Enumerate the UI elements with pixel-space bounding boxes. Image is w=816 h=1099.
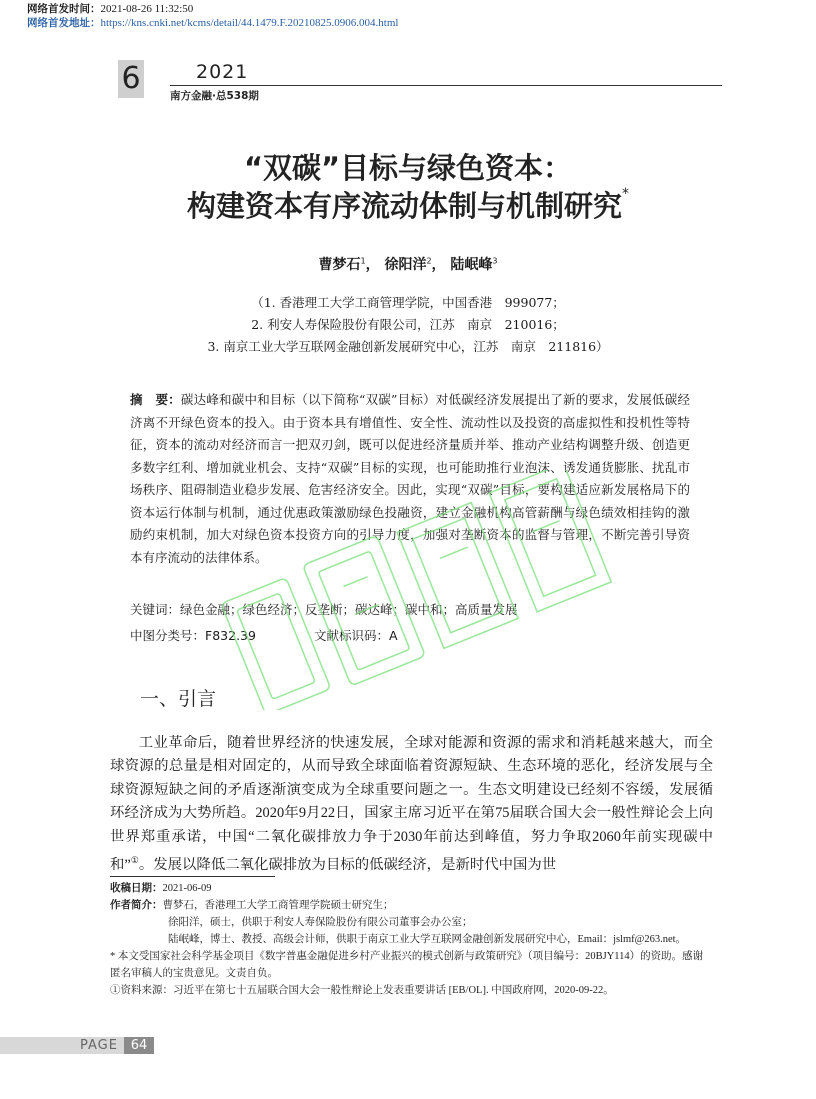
publish-url-label: 网络首发地址： — [27, 17, 101, 29]
affiliation-line: 2. 利安人寿保险股份有限公司，江苏 南京 210016； — [251, 317, 565, 332]
abstract — [130, 389, 690, 569]
page-number: 64 — [124, 1037, 154, 1054]
issue-number: 6 — [118, 60, 144, 98]
author-name: 曹梦石 — [318, 257, 361, 273]
doc-code-value: A — [388, 628, 398, 643]
header-rule — [170, 85, 722, 86]
keywords-label: 关键词： — [130, 602, 181, 617]
issue-year: 2021 — [196, 61, 249, 83]
received-date: 收稿日期：2021-06-09 — [110, 882, 212, 894]
publish-time-label: 网络首发时间： — [27, 3, 101, 15]
keywords-text: 绿色金融；绿色经济；反垄断；碳达峰；碳中和；高质量发展 — [180, 602, 518, 617]
clc-label: 中图分类号： — [130, 628, 206, 643]
keywords — [130, 600, 710, 618]
author-bio: 徐阳洋，硕士，供职于利安人寿保险股份有限公司董事会办公室； — [168, 917, 473, 928]
title-funding-mark: * — [622, 186, 629, 202]
affiliation-line: （1. 香港理工大学工商管理学院，中国香港 999077； — [251, 295, 565, 310]
footnotes — [110, 880, 713, 999]
section-heading: 一、引言 — [140, 688, 217, 710]
body-text — [110, 732, 713, 877]
author-name: 徐阳洋 — [384, 257, 427, 273]
funding-note: * 本文受国家社会科学基金项目《数字普惠金融促进乡村产业振兴的模式创新与政策研究》（项目编号：20BJY114）的资助。感谢匿名审稿人的宝贵意见。文责自负。 — [110, 951, 704, 979]
issue-header — [118, 60, 722, 104]
author-bio: 陆岷峰，博士、教授、高级会计师，供职于南京工业大学互联网金融创新发展研究中心，Email：jslmf@263.net。 — [168, 934, 687, 945]
affiliation-line: 3. 南京工业大学互联网金融创新发展研究中心，江苏 南京 211816） — [207, 339, 609, 354]
abstract-label: 摘 要： — [130, 392, 181, 407]
author-bio: 作者简介：曹梦石，香港理工大学工商管理学院硕士研究生； — [110, 899, 394, 911]
page-label: PAGE — [80, 1038, 118, 1053]
classification — [130, 626, 710, 644]
footnote-rule — [110, 876, 275, 877]
publish-url-link[interactable]: https://kns.cnki.net/kcms/detail/44.1479.F.20210825.0906.004.html — [100, 17, 399, 29]
doc-code-label: 文献标识码： — [313, 628, 389, 643]
author-list: 曹梦石$^1$， 徐阳洋$^2$， 陆岷峰$^3$ — [318, 256, 498, 273]
journal-issue: 南方金融·总538期 — [170, 90, 259, 102]
abstract-text: 碳达峰和碳中和目标（以下简称“双碳”目标）对低碳经济发展提出了新的要求，发展低碳经济离不开绿色资本的投入。由于资本具有增值性、安全性、流动性以及投资的高虚拟性和投机性等特征，资本的流动对经济而言一把双刃剑，既可以促进经济量质并举、推动产业结构调整升级、创造更多数字红利、增加就业机会、支持“双碳”目标的实现，也可能助推行业泡沫、诱发通货膨胀、扰乱市场秩序、阻碍制造业稳步发展、危害经济安全。因此，实现“双碳”目标，要构建适应新发展格局下的资本运行体制与机制，通过优惠政策激励绿色投融资，建立金融机构高管薪酬与绿色绩效相挂钩的激励约束机制，加大对绿色资本投资方向的引导力度，加强对垄断资本的监督与管理，不断完善引导资本有序流动的法律体系。 — [130, 392, 690, 565]
clc-value: F832.39 — [205, 628, 256, 643]
publish-url-row — [27, 16, 398, 30]
body-paragraph: 工业革命后，随着世界经济的快速发展，全球对能源和资源的需求和消耗越来越大，而全球资源的总量是相对固定的，从而导致全球面临着资源短缺、生态环境的恶化，经济发展与全球资源短缺之间的矛盾逐渐演变成为全球重要问题之一。生态文明建设已经刻不容缓，发展循环经济成为大势所趋。2020年9月22日，国家主席习近平在第75届联合国大会一般性辩论会上向世界郑重承诺，中国“二氧化碳排放力争于2030年前达到峰值，努力争取2060年前实现碳中和”①。发展以降低二氧化碳排放为目标的低碳经济，是新时代中国为世 — [110, 735, 713, 873]
source-note: ①资料来源：习近平在第七十五届联合国大会一般性辩论上发表重要讲话 [EB/OL]. 中国政府网，2020-09-22。 — [110, 985, 614, 996]
article-title-line-2: 构建资本有序流动体制与机制研究* — [186, 186, 629, 223]
author-name: 陆岷峰 — [450, 257, 493, 273]
footnote-ref[interactable]: ① — [130, 855, 139, 866]
web-first-meta — [27, 2, 398, 30]
affiliations — [0, 292, 816, 358]
publish-time-row — [27, 2, 398, 16]
page-number-tag — [0, 1037, 150, 1054]
publish-time: 2021-08-26 11:32:50 — [100, 3, 194, 15]
article-title-line-1: “双碳”目标与绿色资本： — [243, 151, 573, 185]
